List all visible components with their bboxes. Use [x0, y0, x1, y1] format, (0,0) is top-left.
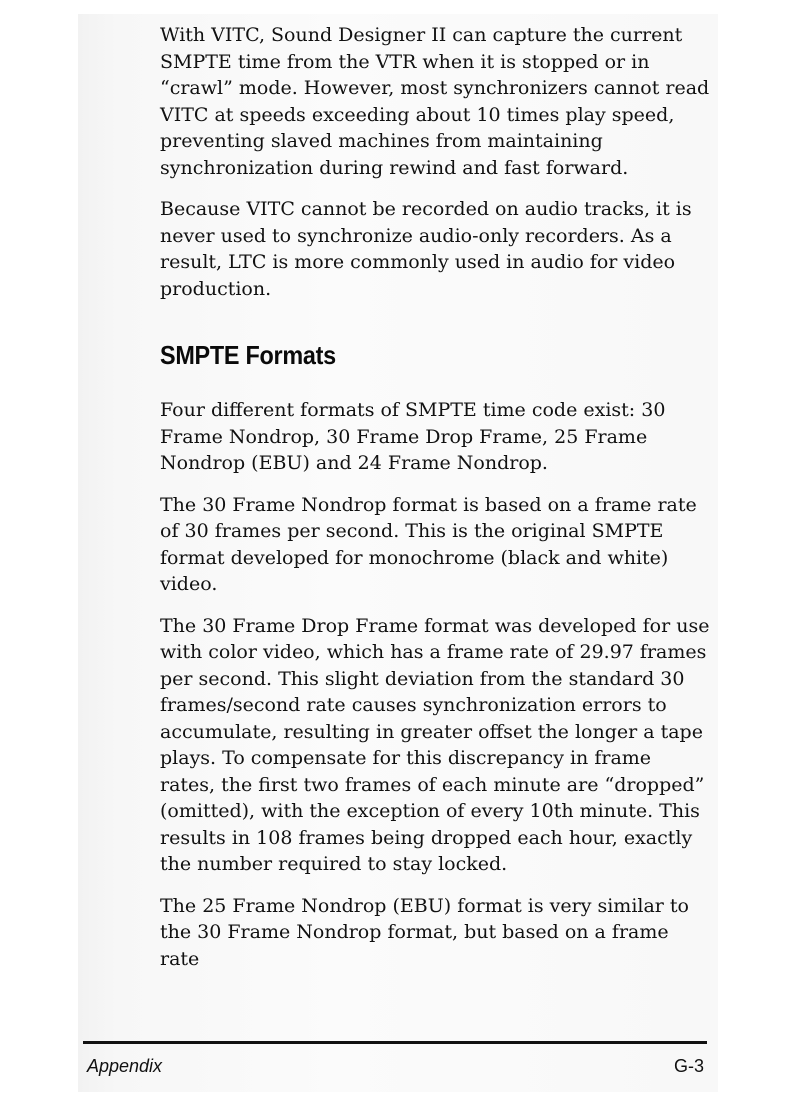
- footer-rule: [83, 1041, 707, 1044]
- body-text: [160, 22, 710, 972]
- paragraph-vitc-audio: Because VITC cannot be recorded on audio tracks, it is never used to synchronize audio-only recorders. As a result, LTC is more commonly used in audio for video production.: [160, 198, 692, 300]
- paragraph-formats-intro: Four different formats of SMPTE time code exist: 30 Frame Nondrop, 30 Frame Drop Frame, 25 Frame Nondrop (EBU) and 24 Frame Nondrop.: [160, 399, 666, 474]
- page-number: G-3: [673, 1056, 704, 1076]
- paragraph-30-nondrop: The 30 Frame Nondrop format is based on a frame rate of 30 frames per second. This is the original SMPTE format developed for monochrome (black and white) video.: [160, 493, 697, 595]
- paragraph-25-nondrop: The 25 Frame Nondrop (EBU) format is very similar to the 30 Frame Nondrop format, but based on a frame rate: [160, 894, 689, 970]
- paragraph-vitc-capture: With VITC, Sound Designer II can capture the current SMPTE time from the VTR when it is stopped or in “crawl” mode. However, most synchronizers cannot read VITC at speeds exceeding about 10 times play speed, preventing slaved machines from maintaining synchronization during rewind and fast forward.: [160, 24, 710, 179]
- section-heading: SMPTE Formats: [160, 340, 336, 370]
- paragraph-30-drop-frame: The 30 Frame Drop Frame format was developed for use with color video, which has a frame rate of 29.97 frames per second. This slight deviation from the standard 30 frames/second rate causes synchronization errors to accumulate, resulting in greater offset the longer a tape plays. To compensate for this discrepancy in frame rates, the first two frames of each minute are “dropped” (omitted), with the exception of every 10th minute. This results in 108 frames being dropped each hour, exactly the number required to stay locked.: [160, 614, 710, 875]
- footer-section-label: Appendix: [87, 1056, 163, 1076]
